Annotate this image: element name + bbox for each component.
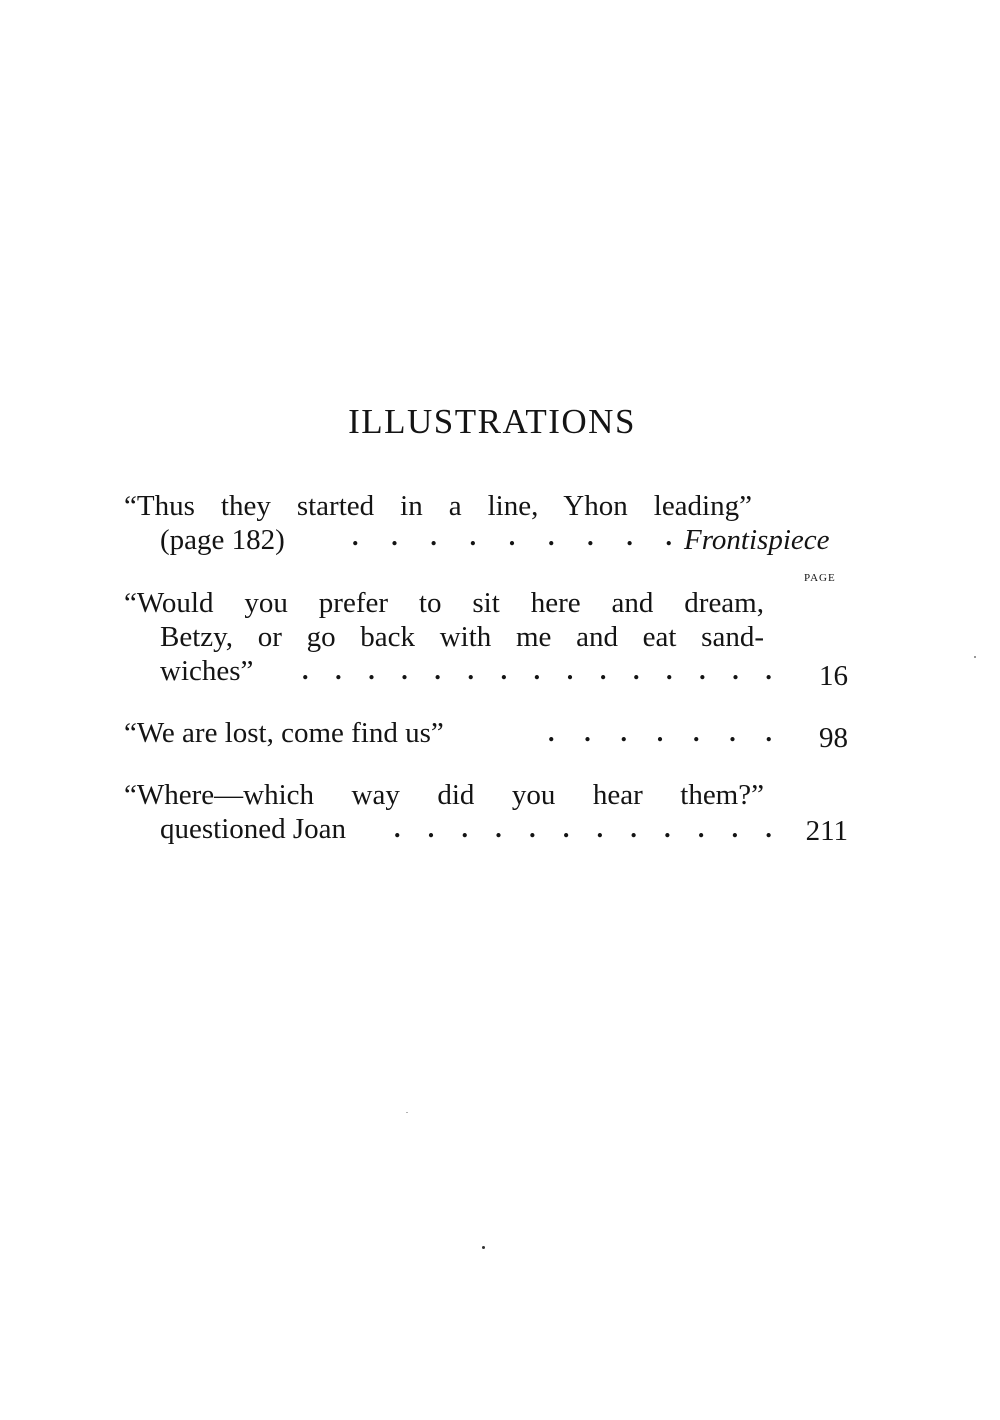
entry-4-line-1: “Where—which way did you hear them?” (124, 779, 764, 811)
entry-4-page-ref: 211 (805, 815, 848, 847)
page-title: ILLUSTRATIONS (348, 402, 636, 441)
entry-1-page-ref: Frontispiece (684, 524, 830, 556)
entry-1-leader-dots: . . . . . . . . . (352, 522, 672, 551)
entry-2-page-ref: 16 (819, 660, 848, 692)
entry-2-line-1: “Would you prefer to sit here and dream, (124, 587, 764, 619)
entry-3-page-ref: 98 (819, 722, 848, 754)
entry-2-line-2: Betzy, or go back with me and eat sand- (160, 621, 764, 653)
entry-4-line-2: questioned Joan (160, 813, 347, 845)
entry-3-line-1: “We are lost, come find us” (124, 717, 444, 749)
scan-speck (974, 656, 976, 658)
entry-3-leader-dots: . . . . . . . (548, 718, 772, 747)
entry-1-line-2: (page 182) (160, 524, 285, 556)
page-column-label: PAGE (804, 572, 836, 584)
entry-1-line-1: “Thus they started in a line, Yhon leading” (124, 490, 752, 522)
entry-2-leader-dots: . . . . . . . . . . . . . . . (302, 656, 772, 685)
entry-2-line-3: wiches” (160, 655, 254, 687)
scan-speck (406, 1112, 408, 1113)
scan-speck (482, 1246, 485, 1249)
entry-4-leader-dots: . . . . . . . . . . . . (394, 814, 772, 843)
